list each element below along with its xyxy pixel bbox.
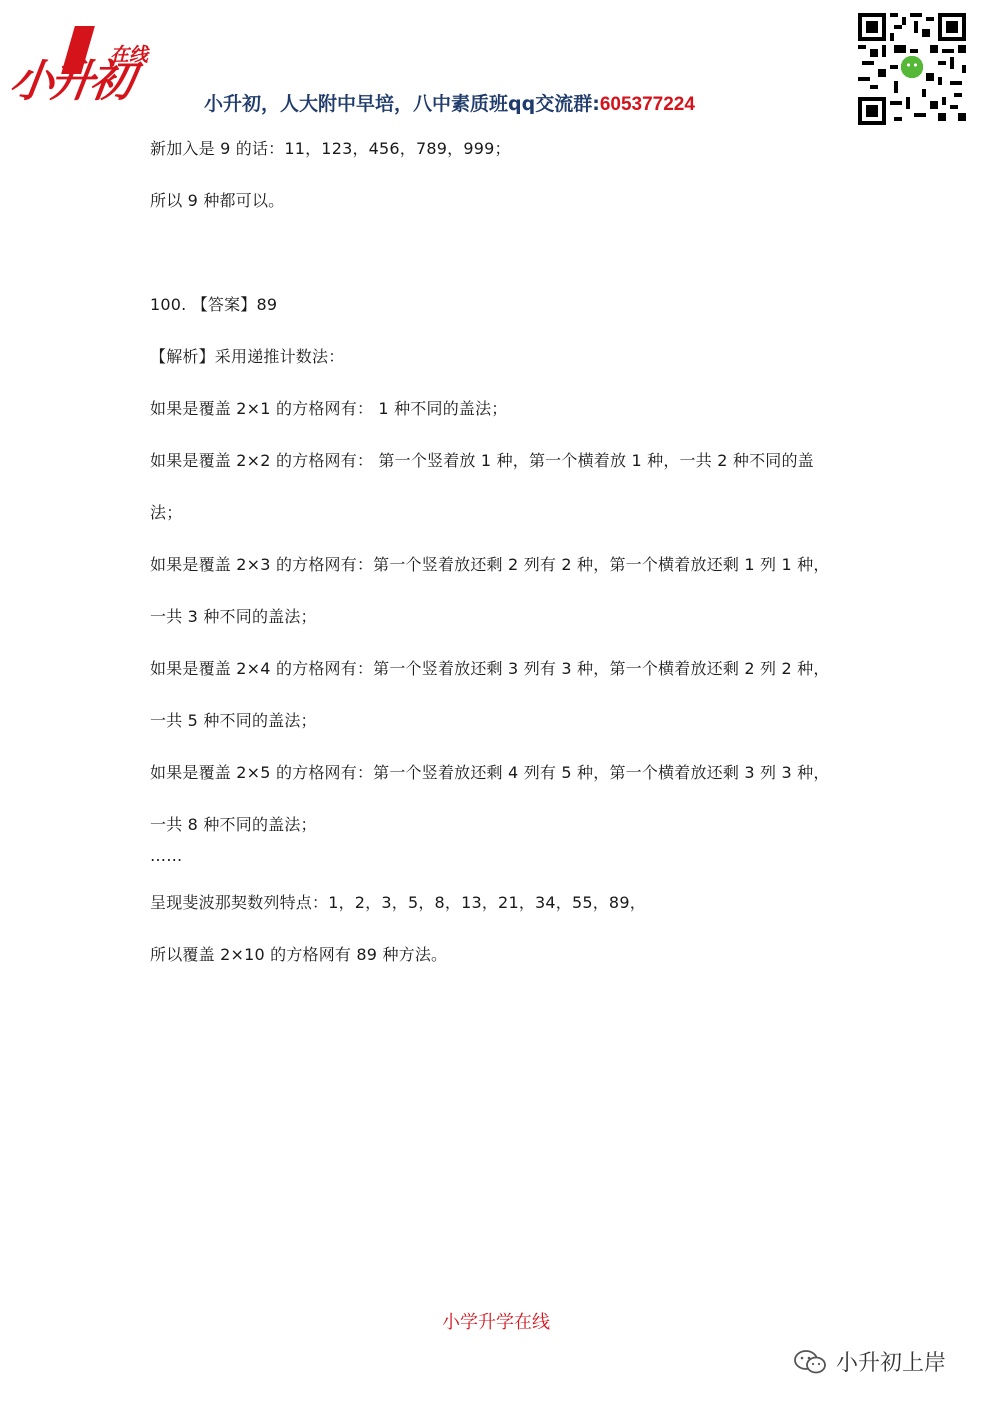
text-line: 如果是覆盖 2×4 的方格网有：第一个竖着放还剩 3 列有 3 种，第一个横着放还剩 2 列 2 种， (150, 659, 830, 678)
brand-logo (6, 30, 170, 110)
text-line: 一共 8 种不同的盖法； (150, 815, 317, 834)
watermark-text: 小升初上岸 (836, 1351, 947, 1376)
analysis-heading: 【解析】采用递推计数法： (150, 347, 345, 366)
text-line: 新加入是 9 的话：11，123，456，789，999； (150, 139, 511, 158)
logo-main-text: 小升初 (6, 57, 134, 106)
answer-heading: 100. 【答案】89 (150, 295, 278, 314)
wechat-watermark (792, 1346, 946, 1377)
tagline-text: 小升初，人大附中早培，八中素质班qq交流群: (204, 93, 600, 115)
header-tagline (204, 89, 695, 116)
text-line: 如果是覆盖 2×1 的方格网有： 1 种不同的盖法； (150, 399, 508, 418)
text-line: 如果是覆盖 2×5 的方格网有：第一个竖着放还剩 4 列有 5 种，第一个横着放还剩 3 列 3 种， (150, 763, 830, 782)
ellipsis-line: …… (150, 846, 183, 865)
qq-number: 605377224 (599, 94, 695, 115)
text-line: 呈现斐波那契数列特点：1，2，3，5，8，13，21，34，55，89， (150, 893, 646, 912)
logo-subtext: 在线 (110, 44, 149, 66)
wechat-icon (792, 1348, 828, 1376)
text-line: 一共 3 种不同的盖法； (150, 607, 317, 626)
text-line: 法； (150, 503, 183, 522)
conclusion-line: 所以覆盖 2×10 的方格网有 89 种方法。 (150, 945, 448, 964)
footer-site-name: 小学升学在线 (442, 1312, 550, 1333)
text-line: 一共 5 种不同的盖法； (150, 711, 317, 730)
text-line: 如果是覆盖 2×2 的方格网有： 第一个竖着放 1 种，第一个横着放 1 种，一共 2 种不同的盖 (150, 451, 814, 470)
qr-code-icon (858, 12, 966, 126)
text-line: 所以 9 种都可以。 (150, 191, 285, 210)
text-line: 如果是覆盖 2×3 的方格网有：第一个竖着放还剩 2 列有 2 种，第一个横着放还剩 1 列 1 种， (150, 555, 830, 574)
